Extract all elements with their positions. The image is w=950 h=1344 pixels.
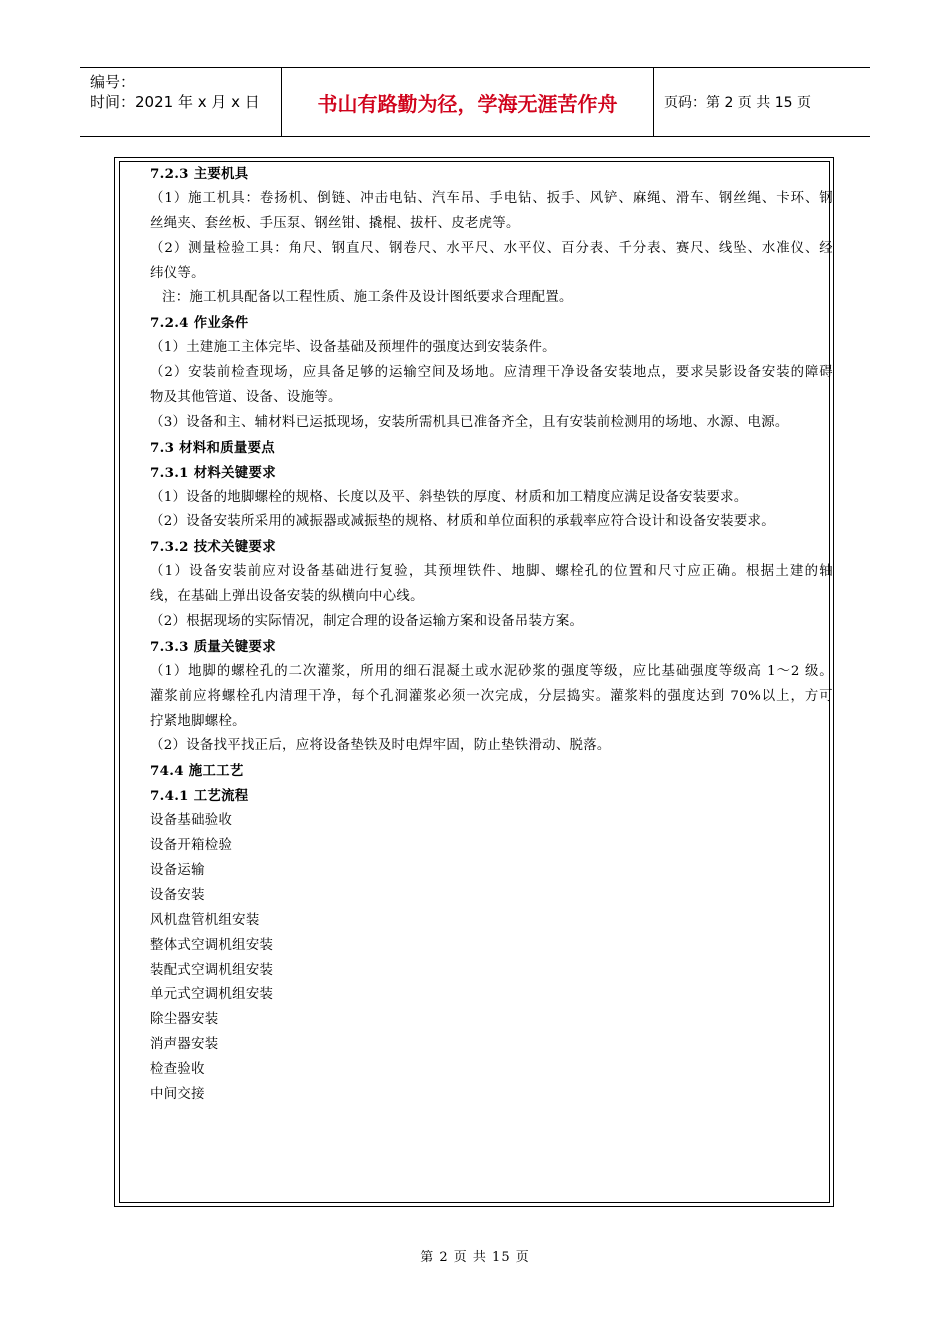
body-text-line: 单元式空调机组安装	[150, 987, 274, 1003]
section-heading: 7.3.3 质量关键要求	[150, 638, 276, 655]
body-text-line: 中间交接	[150, 1086, 205, 1102]
section-heading: 7.3.2 技术关键要求	[150, 539, 276, 556]
body-text-line: 整体式空调机组安装	[150, 937, 274, 953]
section-heading: 7.3 材料和质量要点	[150, 439, 275, 456]
body-text-line: （1）地脚的螺栓孔的二次灌浆，所用的细石混凝土或水泥砂浆的强度等级，应比基础强度等级高 1～2 级。	[150, 663, 833, 679]
page-header	[80, 67, 870, 137]
section-heading: 7.4.1 工艺流程	[150, 788, 249, 805]
body-text-line: 设备安装	[150, 887, 205, 903]
doc-date-label: 时间：2021 年 x 月 x 日	[90, 93, 260, 111]
section-heading: 7.2.4 作业条件	[150, 315, 249, 332]
body-text-line: 检查验收	[150, 1062, 205, 1078]
body-text-line: 灌浆前应将螺栓孔内清理干净，每个孔洞灌浆必须一次完成，分层捣实。灌浆料的强度达到 70%以上，方可	[150, 688, 833, 704]
section-heading: 7.3.1 材料关键要求	[150, 464, 276, 481]
body-text-line: 装配式空调机组安装	[150, 962, 274, 978]
body-text-line: （3）设备和主、辅材料已运抵现场，安装所需机具已准备齐全，且有安装前检测用的场地、水源、电源。	[150, 414, 789, 430]
body-text-line: 物及其他管道、设备、设施等。	[150, 390, 342, 406]
body-text-line: （1）设备的地脚螺栓的规格、长度以及平、斜垫铁的厚度、材质和加工精度应满足设备安装要求。	[150, 489, 748, 505]
section-heading: 74.4 施工工艺	[150, 763, 244, 780]
body-text-line: 注：施工机具配备以工程性质、施工条件及设计图纸要求合理配置。	[162, 290, 573, 306]
body-text-line: 除尘器安装	[150, 1012, 219, 1028]
doc-number-label: 编号：	[90, 73, 136, 91]
body-text-line: （1）施工机具：卷扬机、倒链、冲击电钻、汽车吊、手电钻、扳手、风铲、麻绳、滑车、钢丝绳、卡环、钢	[150, 190, 833, 206]
body-text-line: 消声器安装	[150, 1037, 219, 1053]
body-text-line: （1）设备安装前应对设备基础进行复验，其预埋铁件、地脚、螺栓孔的位置和尺寸应正确。根据土建的轴	[150, 564, 833, 580]
header-meta-cell	[80, 68, 282, 136]
body-text-line: 丝绳夹、套丝板、手压泵、钢丝钳、撬棍、拔杆、皮老虎等。	[150, 215, 520, 231]
body-text-line: 设备运输	[150, 862, 205, 878]
section-heading: 7.2.3 主要机具	[150, 166, 249, 182]
body-text-line: （2）设备找平找正后，应将设备垫铁及时电焊牢固，防止垫铁滑动、脱落。	[150, 738, 611, 754]
header-page-info: 页码：第 2 页 共 15 页	[664, 95, 811, 111]
body-text-line: （1）土建施工主体完毕、设备基础及预埋件的强度达到安装条件。	[150, 340, 556, 356]
body-text-line: 线，在基础上弹出设备安装的纵横向中心线。	[150, 589, 424, 605]
body-text-line: （2）测量检验工具：角尺、钢直尺、钢卷尺、水平尺、水平仪、百分表、千分表、赛尺、线坠、水准仪、经	[150, 240, 833, 256]
body-text-line: 风机盘管机组安装	[150, 912, 260, 928]
body-text-line: 拧紧地脚螺栓。	[150, 713, 246, 729]
body-text-line: 纬仪等。	[150, 265, 205, 281]
body-text-line: 设备基础验收	[150, 813, 233, 829]
document-body	[150, 162, 833, 1108]
body-text-line: 设备开箱检验	[150, 838, 233, 854]
body-text-line: （2）设备安装所采用的减振器或减振垫的规格、材质和单位面积的承载率应符合设计和设备安装要求。	[150, 514, 775, 530]
header-motto: 书山有路勤为径，学海无涯苦作舟	[282, 68, 654, 136]
page-footer: 第 2 页 共 15 页	[420, 1250, 530, 1265]
body-text-line: （2）根据现场的实际情况，制定合理的设备运输方案和设备吊装方案。	[150, 614, 584, 630]
body-text-line: （2）安装前检查现场，应具备足够的运输空间及场地。应清理干净设备安装地点，要求吴影设备安装的障碍	[150, 365, 833, 381]
